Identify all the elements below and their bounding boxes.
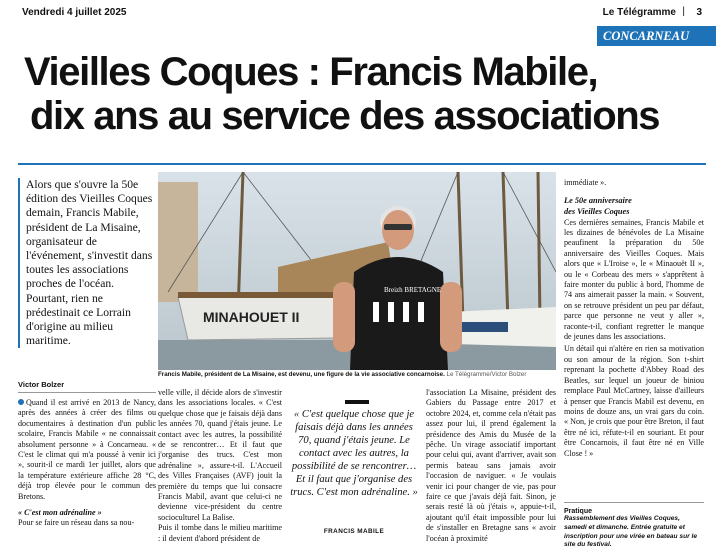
headline-rule (18, 163, 706, 165)
page-header (22, 6, 702, 22)
pratique-text: Rassemblement des Vieilles Coques, samedi et dimanche. Entrée gratuite et inscription pour une virée en bateau sur le site du festival. (564, 515, 698, 549)
page-number: 3 (696, 7, 702, 18)
column-3-paragraph: l'association La Misaine, président des Gabiers du Passage entre 2017 et octobre 2024, et, comme cela n'était pas assez pour lui, il prend également la présidence des Amis du Musée de la pêche. Un virage associatif important pour celui qui, avant d'arriver, avait son permis bateau sans jamais avoir l'occasion de naviguer. « Je voulais venir ici pour changer de vie, pas pour faire ce que j'avais déjà fait. Sinon, je serais resté là où j'étais », appuie-t-il, ajoutant qu'il était impossible pour lui de s'installer en Bretagne sans « avoir l'océan à proximité (426, 388, 556, 543)
column-2-paragraph: velle ville, il décide alors de s'investir dans les associations locales. « C'est quelque chose que je faisais déjà dans les années 70, quand j'étais jeune. Le contact avec les autres, la possibilité de se rencontrer… Et il faut que j'organise des trucs. C'est mon adrénaline », assure-t-il. L'Accueil des Villes Françaises (AVF) jouit la première du temps que lui consacre Francis Mabil, avant que celui-ci ne devienne vice-président du centre socioculturel La Balise. (158, 388, 282, 522)
headline-line-2: dix ans au service des associations (30, 94, 660, 138)
boat-name: MINAHOUET II (203, 309, 300, 325)
lead-text: Alors que s'ouvre la 50e édition des Vieilles Coques demain, Francis Mabile, président de La Misaine, organisateur de l'événement, s'investit dans toutes les associations proches de l'océan. Pourtant, rien ne prédestinait ce Lorrain d'origine au milieu maritime. (26, 178, 153, 348)
pratique-title: Pratique (564, 508, 593, 515)
column-2-paragraph-2: Puis il tombe dans le milieu maritime : il devient d'abord président de (158, 523, 282, 543)
caption-text: Francis Mabile, président de La Misaine, est devenu, une figure de la vie associative concarnoise. (158, 371, 445, 378)
column-4-paragraph-3: Un détail qui n'altère en rien sa motivation ou son amour de la région. Son t-shirt reprenant la pochette d'Abbey Road des Beatles, sur lequel un joueur de biniou remplace Paul McCartney, laisse d'ailleurs à penser que Francis Mabil est devenu, en moins de douze ans, un vrai gars du coin. « Non, je crois que pour être Breton, il faut être né ici, réfute-t-il en souriant. Et pour être Concarnois, il faut être né en Ville Close ! » (564, 344, 704, 458)
column-4-paragraph-2: Ces dernières semaines, Francis Mabile et les dizaines de bénévoles de La Misaine peaufinent la préparation du 50e anniversaire des Vieilles Coques. Mais alors que « L'Iroise », le « Minaouët II », ou le « Corbeau des mers » s'apprêtent à faire monter du public à bord, l'homme de 74 ans aimerait passer la main. « Souvent, on se retrouve président un peu par défaut, parce que personne ne veut y aller », raconte-t-il, confiant regretter le manque de jeunes dans les associations. (564, 217, 704, 342)
photo-caption (158, 370, 556, 379)
column-4-subhead-1: Le 50e anniversaire (564, 196, 632, 206)
section-rubric: CONCARNEAU (597, 26, 716, 46)
column-1-paragraph: Quand il est arrivé en 2013 de Nancy, après des années à créer des films ou documentaires à destination d'un public scolaire, Francis Mabile « ne connaissait absolument personne » à Concarneau. « C'est le climat qui m'a poussé à venir ici », sourit-il ce mardi 1er juillet, alors que la température extérieure affiche 28 °C, déjà trop élevée pour le commun des Bretons. (18, 398, 156, 501)
pull-quote: « C'est quelque chose que je faisais déjà dans les années 70, quand j'étais jeune. Le contact avec les autres, la possibilité de se rencontrer… Et il faut que j'organise des trucs. C'est mon adrénaline. » (290, 409, 418, 498)
quote-author: FRANCIS MABILE (323, 528, 385, 535)
article-column-4 (564, 178, 704, 459)
column-1-paragraph-2: Pour se faire un réseau dans sa nou- (18, 518, 135, 528)
column-4-paragraph: immédiate ». (564, 178, 607, 187)
pratique-divider (564, 502, 704, 503)
quote-decoration (345, 400, 369, 404)
header-separator: | (682, 6, 685, 17)
paragraph-bullet-icon (18, 399, 24, 405)
photo-credit: Le Télégramme/Victor Bolzer (446, 371, 527, 378)
article-column-3 (426, 388, 556, 544)
pratique-box (564, 508, 704, 550)
shirt-print: Breizh BRETAGNE (384, 286, 442, 294)
article-column-2 (158, 388, 282, 544)
author-byline: Victor Bolzer (18, 380, 65, 389)
issue-date: Vendredi 4 juillet 2025 (22, 7, 127, 18)
byline-rule (18, 392, 156, 393)
article-lead (18, 178, 156, 348)
article-photo (158, 172, 556, 370)
publication-name: Le Télégramme (602, 7, 676, 18)
column-1-subhead: « C'est mon adrénaline » (18, 508, 102, 518)
headline-line-1: Vieilles Coques : Francis Mabile, (24, 50, 598, 94)
photo-illustration (158, 172, 556, 370)
article-headline (18, 50, 708, 138)
article-column-1 (18, 398, 156, 529)
column-4-subhead-2: des Vieilles Coques (564, 207, 630, 216)
